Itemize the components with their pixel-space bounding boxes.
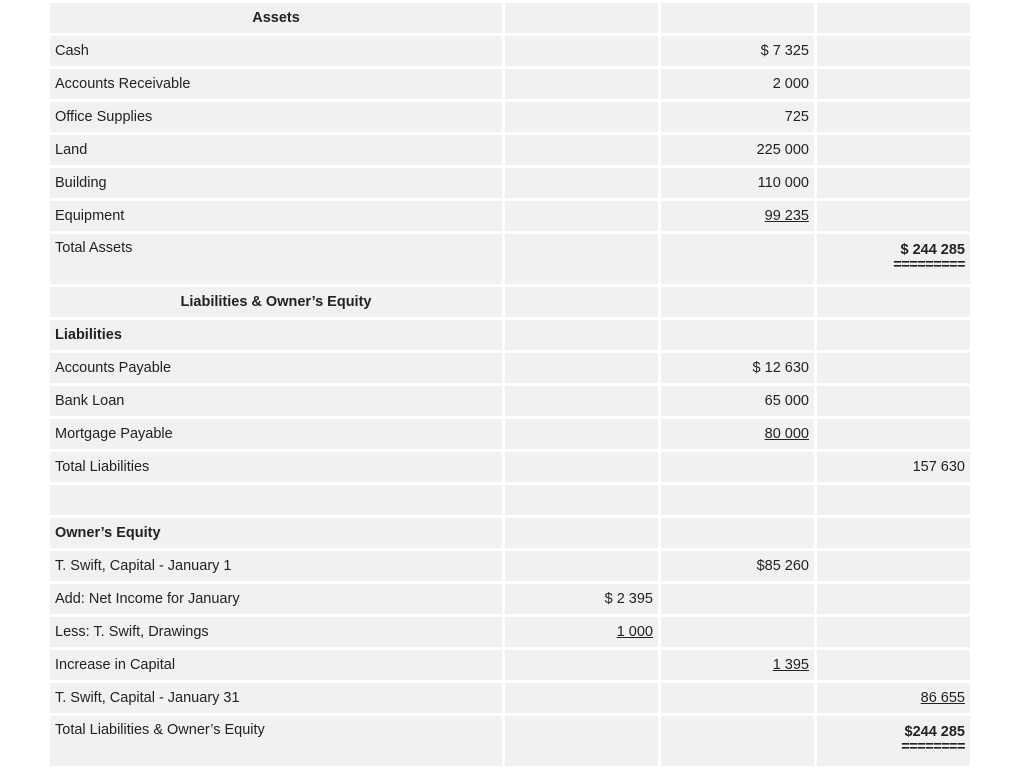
row-amount[interactable]: $ 7 325: [661, 36, 814, 66]
liabilities-equity-heading-row: [50, 287, 970, 317]
cell[interactable]: [661, 716, 814, 766]
row-amount-cell[interactable]: [661, 419, 814, 449]
owners-equity-heading[interactable]: Owner’s Equity: [50, 518, 502, 548]
liabilities-heading[interactable]: Liabilities: [50, 320, 502, 350]
capital-end-amount: 86 655: [920, 690, 965, 706]
cell[interactable]: [817, 201, 970, 231]
cell[interactable]: [817, 102, 970, 132]
double-underline: ========: [901, 739, 965, 755]
cell[interactable]: [817, 287, 970, 317]
table-row: [50, 617, 970, 647]
blank-row: [50, 485, 970, 515]
increase-label[interactable]: Increase in Capital: [50, 650, 502, 680]
cell[interactable]: [505, 135, 658, 165]
cell[interactable]: [817, 518, 970, 548]
total-liabilities-row: [50, 452, 970, 482]
double-underline: =========: [893, 257, 965, 273]
capital-end-amount-cell[interactable]: [817, 683, 970, 713]
capital-end-label[interactable]: T. Swift, Capital - January 31: [50, 683, 502, 713]
row-label[interactable]: Office Supplies: [50, 102, 502, 132]
cell[interactable]: [505, 36, 658, 66]
cell[interactable]: [661, 452, 814, 482]
cell[interactable]: [505, 518, 658, 548]
cell[interactable]: [817, 485, 970, 515]
row-amount[interactable]: 110 000: [661, 168, 814, 198]
capital-start-amount[interactable]: $85 260: [661, 551, 814, 581]
cell[interactable]: [505, 650, 658, 680]
cell[interactable]: [661, 683, 814, 713]
drawings-label[interactable]: Less: T. Swift, Drawings: [50, 617, 502, 647]
total-liabilities-equity-amount: $244 285: [904, 724, 965, 740]
row-amount[interactable]: 725: [661, 102, 814, 132]
total-liabilities-amount[interactable]: 157 630: [817, 452, 970, 482]
table-row: [50, 135, 970, 165]
cell[interactable]: [505, 386, 658, 416]
assets-heading: Assets: [252, 10, 300, 26]
total-assets-row: [50, 234, 970, 284]
cell[interactable]: [817, 551, 970, 581]
cell[interactable]: [505, 69, 658, 99]
table-row: [50, 683, 970, 713]
table-row: [50, 353, 970, 383]
row-amount-cell[interactable]: [661, 201, 814, 231]
row-amount[interactable]: 2 000: [661, 69, 814, 99]
total-assets-amount: $ 244 285: [900, 242, 965, 258]
cell[interactable]: [661, 234, 814, 284]
row-label[interactable]: Building: [50, 168, 502, 198]
cell[interactable]: [817, 36, 970, 66]
net-income-label[interactable]: Add: Net Income for January: [50, 584, 502, 614]
drawings-amount: 1 000: [616, 624, 653, 640]
cell[interactable]: [505, 452, 658, 482]
cell[interactable]: [661, 485, 814, 515]
cell[interactable]: [505, 168, 658, 198]
cell[interactable]: [661, 287, 814, 317]
owners-equity-heading-row: [50, 518, 970, 548]
assets-heading-cell[interactable]: [50, 3, 502, 33]
total-assets-label[interactable]: Total Assets: [50, 234, 502, 284]
liabilities-equity-heading: Liabilities & Owner’s Equity: [180, 294, 372, 310]
table-row: [50, 584, 970, 614]
cell[interactable]: [817, 135, 970, 165]
table-row: [50, 69, 970, 99]
cell[interactable]: [817, 3, 970, 33]
capital-start-label[interactable]: T. Swift, Capital - January 1: [50, 551, 502, 581]
table-row: [50, 419, 970, 449]
total-liabilities-equity-cell[interactable]: [817, 716, 970, 766]
cell[interactable]: [505, 485, 658, 515]
liabilities-heading-row: [50, 320, 970, 350]
cell[interactable]: [817, 650, 970, 680]
cell[interactable]: [505, 353, 658, 383]
increase-amount: 1 395: [772, 657, 809, 673]
total-liabilities-equity-label[interactable]: Total Liabilities & Owner’s Equity: [50, 716, 502, 766]
row-label[interactable]: Equipment: [50, 201, 502, 231]
drawings-amount-cell[interactable]: [505, 617, 658, 647]
cell[interactable]: [505, 102, 658, 132]
table-row: [50, 201, 970, 231]
total-liabilities-equity-row: [50, 716, 970, 766]
cell[interactable]: [817, 584, 970, 614]
row-label[interactable]: Land: [50, 135, 502, 165]
cell[interactable]: [505, 287, 658, 317]
cell[interactable]: [505, 3, 658, 33]
row-label[interactable]: Bank Loan: [50, 386, 502, 416]
cell[interactable]: [505, 419, 658, 449]
cell[interactable]: [661, 617, 814, 647]
cell[interactable]: [505, 320, 658, 350]
cell[interactable]: [817, 168, 970, 198]
cell[interactable]: [661, 584, 814, 614]
row-amount: 80 000: [764, 426, 809, 442]
row-label[interactable]: Accounts Payable: [50, 353, 502, 383]
cell[interactable]: [817, 69, 970, 99]
row-label[interactable]: Mortgage Payable: [50, 419, 502, 449]
row-amount: 99 235: [764, 208, 809, 224]
cell[interactable]: [505, 683, 658, 713]
cell[interactable]: [505, 716, 658, 766]
row-amount[interactable]: 65 000: [661, 386, 814, 416]
table-row: [50, 551, 970, 581]
cell[interactable]: [50, 485, 502, 515]
row-amount[interactable]: 225 000: [661, 135, 814, 165]
cell[interactable]: [817, 617, 970, 647]
assets-heading-row: [50, 3, 970, 33]
cell[interactable]: [661, 518, 814, 548]
total-assets-cell[interactable]: [817, 234, 970, 284]
cell[interactable]: [817, 386, 970, 416]
liabilities-equity-heading-cell[interactable]: [50, 287, 502, 317]
table-row: [50, 650, 970, 680]
cell[interactable]: [661, 3, 814, 33]
balance-sheet-table: [47, 0, 973, 769]
table-row: [50, 168, 970, 198]
cell[interactable]: [505, 551, 658, 581]
cell[interactable]: [661, 320, 814, 350]
cell[interactable]: [505, 201, 658, 231]
cell[interactable]: [817, 353, 970, 383]
row-amount[interactable]: $ 12 630: [661, 353, 814, 383]
table-row: [50, 36, 970, 66]
total-liabilities-label[interactable]: Total Liabilities: [50, 452, 502, 482]
cell[interactable]: [817, 320, 970, 350]
row-label[interactable]: Accounts Receivable: [50, 69, 502, 99]
cell[interactable]: [817, 419, 970, 449]
net-income-amount[interactable]: $ 2 395: [505, 584, 658, 614]
cell[interactable]: [505, 234, 658, 284]
row-label[interactable]: Cash: [50, 36, 502, 66]
increase-amount-cell[interactable]: [661, 650, 814, 680]
table-row: [50, 386, 970, 416]
table-row: [50, 102, 970, 132]
